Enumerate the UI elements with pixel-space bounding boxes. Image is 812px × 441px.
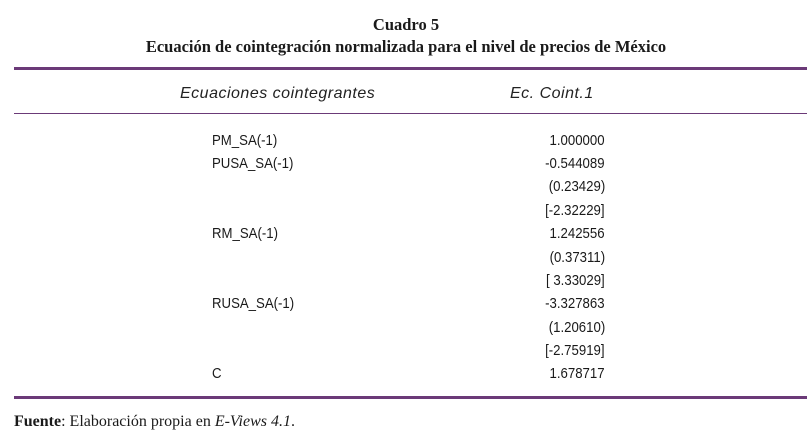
row-label: PM_SA(-1) [212, 132, 278, 149]
table-row [0, 129, 812, 152]
row-value: [-2.75919] [545, 342, 605, 359]
row-value: -0.544089 [545, 155, 605, 172]
row-value: 1.242556 [549, 225, 605, 242]
table-row [0, 152, 812, 175]
table-row [0, 362, 812, 385]
table-number: Cuadro 5 [372, 15, 440, 34]
row-value: [-2.32229] [545, 202, 605, 219]
column-header-coint: Ec. Coint.1 [510, 85, 594, 102]
row-value: 1.678717 [549, 365, 605, 382]
column-header-equations: Ecuaciones cointegrantes [180, 85, 376, 102]
top-rule [14, 67, 807, 70]
source-text: : Elaboración propia en [61, 413, 215, 430]
table-row [0, 339, 812, 362]
row-label: RUSA_SA(-1) [212, 295, 295, 312]
source-software: E-Views 4.1 [214, 413, 291, 430]
source-label: Fuente [14, 413, 62, 430]
row-label: RM_SA(-1) [212, 225, 279, 242]
table-row [0, 175, 812, 198]
row-value: -3.327863 [545, 295, 605, 312]
source-note [14, 411, 295, 433]
table-row [0, 199, 812, 222]
row-label: C [212, 365, 222, 382]
row-value: [ 3.33029] [546, 272, 605, 289]
bottom-rule [14, 396, 807, 399]
row-value: (0.23429) [548, 178, 605, 195]
table-row [0, 222, 812, 245]
row-value: (0.37311) [549, 249, 605, 266]
header-rule [14, 113, 807, 114]
table-title: Ecuación de cointegración normalizada para el nivel de precios de México [145, 37, 667, 56]
row-value: 1.000000 [549, 132, 605, 149]
table-row [0, 292, 812, 315]
table-row [0, 269, 812, 292]
table-row [0, 316, 812, 339]
table-row [0, 246, 812, 269]
row-label: PUSA_SA(-1) [212, 155, 294, 172]
source-end: . [290, 413, 295, 430]
row-value: (1.20610) [548, 319, 605, 336]
